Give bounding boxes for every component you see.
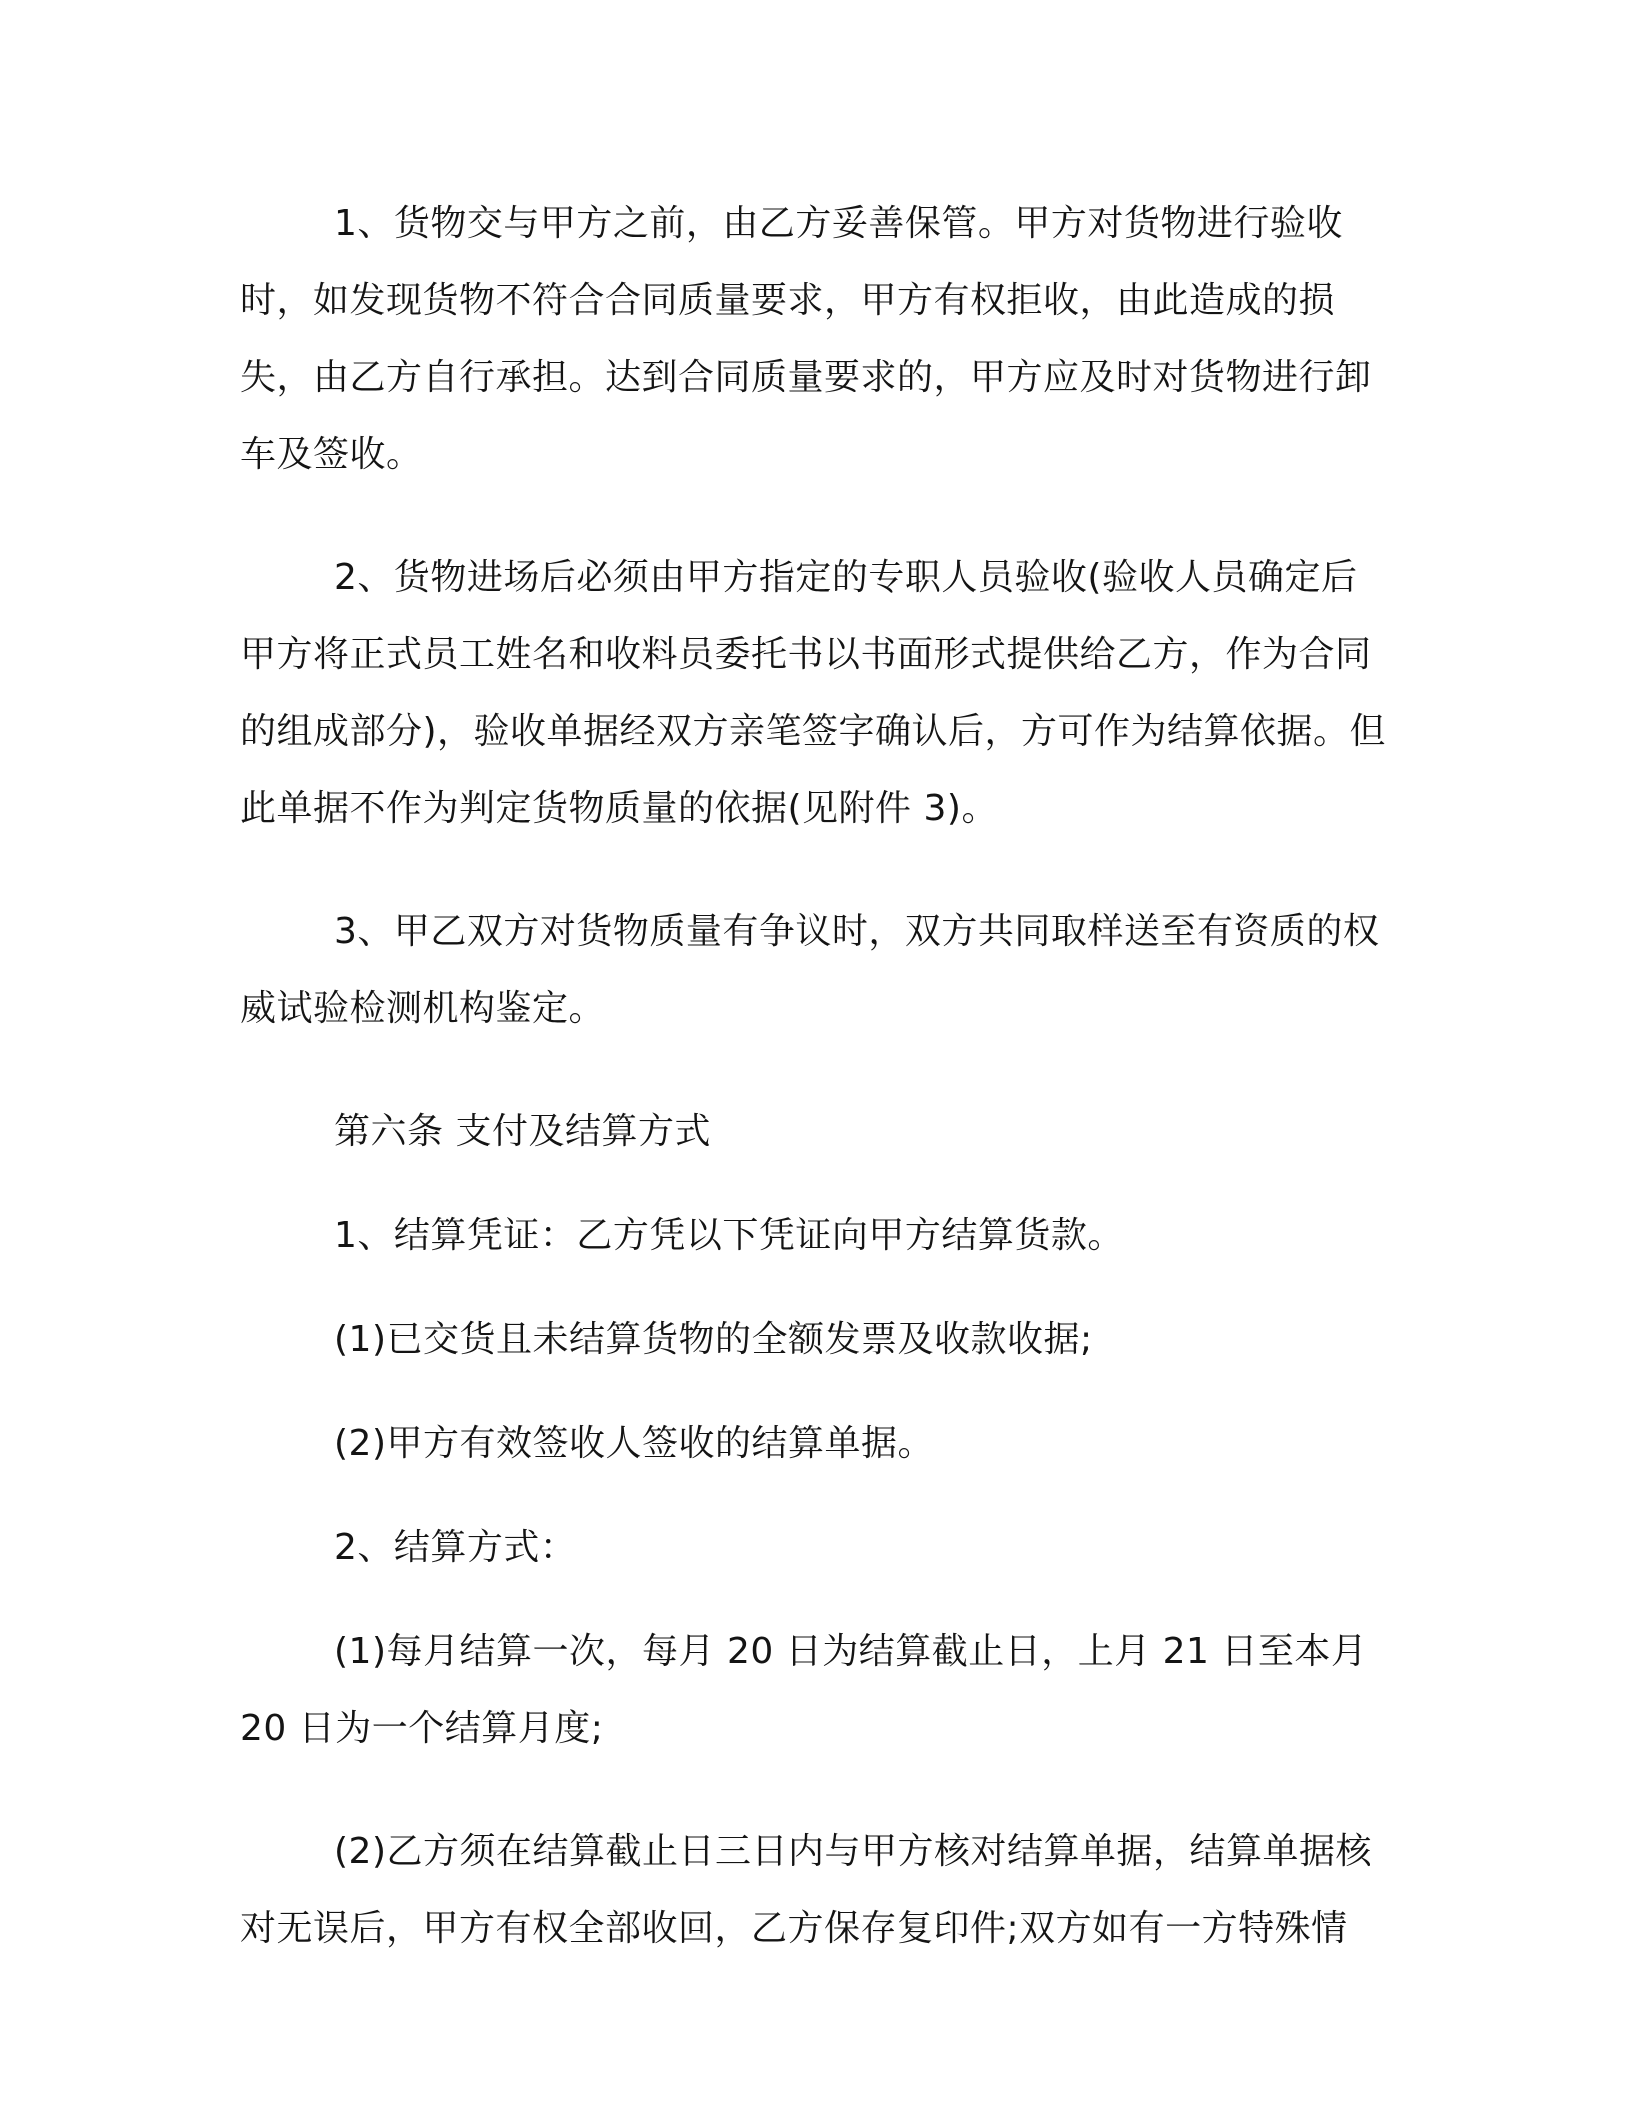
document-body — [240, 185, 1390, 2013]
clause-paragraph: (2)甲方有效签收人签收的结算单据。 — [334, 1423, 934, 1464]
clause-paragraph: 2、结算方式： — [334, 1527, 577, 1568]
clause-paragraph: 2、货物进场后必须由甲方指定的专职人员验收(验收人员确定后甲方将正式员工姓名和收料员委托书以书面形式提供给乙方，作为合同的组成部分)，验收单据经双方亲笔签字确认后，方可作为结算依据。但此单据不作为判定货物质量的依据(见附件 3)。 — [240, 557, 1387, 829]
clause-paragraph: (1)每月结算一次，每月 20 日为结算截止日，上月 21 日至本月 20 日为一个结算月度; — [240, 1631, 1368, 1749]
clause-paragraph: 1、结算凭证：乙方凭以下凭证向甲方结算货款。 — [334, 1215, 1124, 1256]
clause-paragraph: (2)乙方须在结算截止日三日内与甲方核对结算单据，结算单据核对无误后，甲方有权全部收回，乙方保存复印件;双方如有一方特殊情 — [240, 1831, 1372, 1949]
clause-paragraph: 3、甲乙双方对货物质量有争议时，双方共同取样送至有资质的权威试验检测机构鉴定。 — [240, 911, 1380, 1029]
clause-paragraph: (1)已交货且未结算货物的全额发票及收款收据; — [334, 1319, 1093, 1360]
clause-paragraph: 1、货物交与甲方之前，由乙方妥善保管。甲方对货物进行验收时，如发现货物不符合合同质量要求，甲方有权拒收，由此造成的损失，由乙方自行承担。达到合同质量要求的，甲方应及时对货物进行卸车及签收。 — [240, 203, 1372, 475]
article-heading: 第六条 支付及结算方式 — [334, 1111, 711, 1152]
